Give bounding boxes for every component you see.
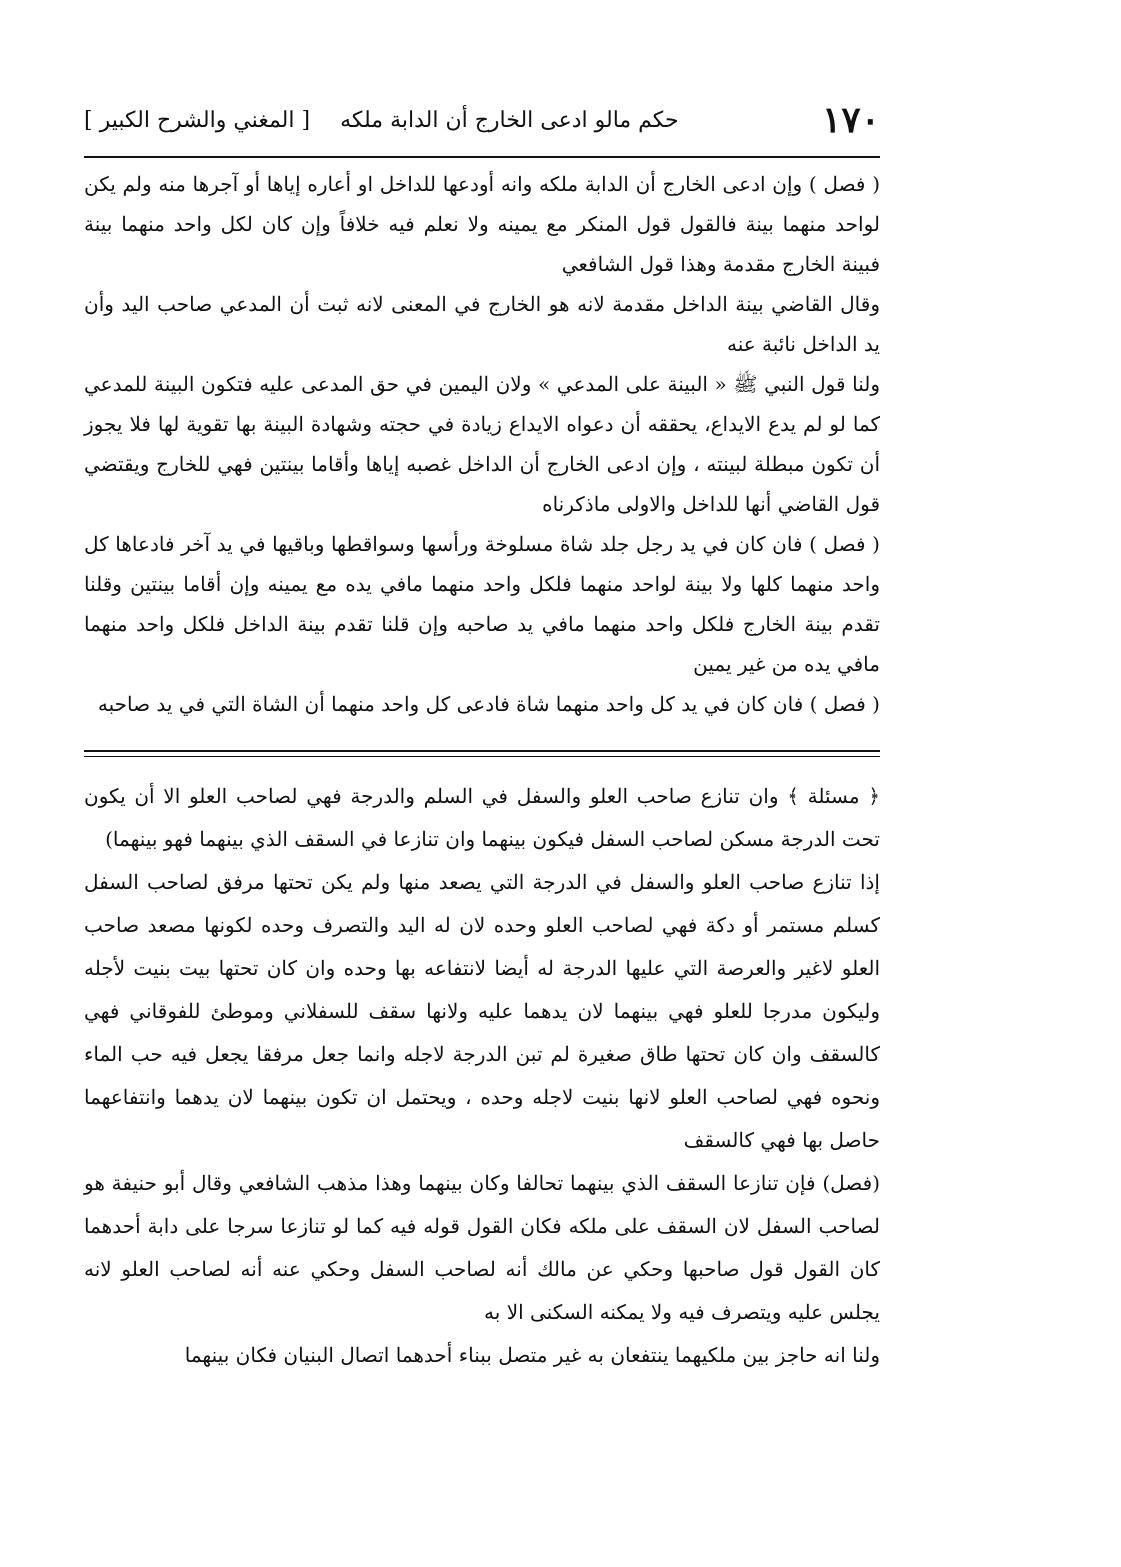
commentary-section xyxy=(84,164,880,724)
section-divider xyxy=(84,750,880,757)
paragraph: ( فصل ) وإن ادعى الخارج أن الدابة ملكه وانه أودعها للداخل او أعاره إياها أو آجرها منه ولم يكن لواحد منهما بينة فالقول قول المنكر مع يمينه ولا نعلم فيه خلافاً وإن كان لكل واحد منهما بينة فبينة الخارج مقدمة وهذا قول الشافعي xyxy=(84,172,880,276)
paragraph: ولنا قول النبي ﷺ « البينة على المدعي » ولان اليمين في حق المدعى عليه فتكون البينة للمدعي كما لو لم يدع الايداع، يحققه أن دعواه الايداع زيادة في حجته وشهادة البينة بها تقوية لها فلا يجوز أن تكون مبطلة لبينته ، وإن ادعى الخارج أن الداخل غصبه إياها وأقاما بينتين فهي للخارج ويقتضي قول القاضي أنها للداخل والاولى ماذكرناه xyxy=(84,372,881,516)
paragraph: (فصل) فإن تنازعا السقف الذي بينهما تحالفا وكان بينهما وهذا مذهب الشافعي وقال أبو حنيفة هو لصاحب السفل لان السقف على ملكه فكان القول قوله فيه كما لو تنازعا سرجا على دابة أحدهما كان القول قول صاحبها وحكي عن مالك أنه لصاحب السفل وحكي عنه أنه لصاحب العلو لانه يجلس عليه ويتصرف فيه ولا يمكنه السكنى الا به xyxy=(84,1171,880,1324)
paragraph: ( فصل ) فان كان في يد رجل جلد شاة مسلوخة ورأسها وسواقطها وباقيها في يد آخر فادعاها كل واحد منهما كلها ولا بينة لواحد منهما فلكل واحد منهما مافي يده مع يمينه وإن أقاما بينتين وقلنا تقدم بينة الخارج فلكل واحد منهما مافي يد صاحبه وإن قلنا تقدم بينة الداخل فلكل واحد منهما مافي يده من غير يمين xyxy=(84,532,880,676)
running-head xyxy=(84,88,880,152)
paragraph: إذا تنازع صاحب العلو والسفل في الدرجة التي يصعد منها ولم يكن تحتها مرفق لصاحب السفل كسلم مستمر أو دكة فهي لصاحب العلو وحده لان له اليد والتصرف وحده لكونها مصعد صاحب العلو لاغير والعرصة التي عليها الدرجة له أيضا لانتفاعه بها وحده وان كان تحتها بيت بنيت لأجله وليكون مدرجا للعلو فهي بينهما لان يدهما عليه ولانها سقف للسفلاني وموطئ للفوقاني فهي كالسقف وان كان تحتها طاق صغيرة لم تبن الدرجة لاجله وانما جعل مرفقا يجعل فيه حب الماء ونحوه فهي لصاحب العلو لانها بنيت لاجله وحده ، ويحتمل ان تكون بينهما لان يدهما وانتفاعهما حاصل بها فهي كالسقف xyxy=(84,870,880,1152)
book-page xyxy=(84,88,880,1538)
paragraph: ( فصل ) فان كان في يد كل واحد منهما شاة فادعى كل واحد منهما أن الشاة التي في يد صاحبه xyxy=(97,692,880,716)
page-number: ١٧٠ xyxy=(821,99,880,141)
main-text-section xyxy=(84,775,880,1377)
paragraph: وقال القاضي بينة الداخل مقدمة لانه هو الخارج في المعنى لانه ثبت أن المدعي صاحب اليد وأن يد الداخل نائبة عنه xyxy=(84,292,880,356)
book-title: [ المغني والشرح الكبير ] xyxy=(84,107,311,133)
paragraph: ﴿ مسئلة ﴾ وان تنازع صاحب العلو والسفل في السلم والدرجة فهي لصاحب العلو الا أن يكون تحت الدرجة مسكن لصاحب السفل فيكون بينهما وان تنازعا في السقف الذي بينهما فهو بينهما) xyxy=(84,784,880,851)
paragraph: ولنا انه حاجز بين ملكيهما ينتفعان به غير متصل ببناء أحدهما اتصال البنيان فكان بينهما xyxy=(184,1343,880,1367)
header-rule xyxy=(84,156,880,158)
running-title: حكم مالو ادعى الخارج أن الدابة ملكه xyxy=(340,107,679,133)
